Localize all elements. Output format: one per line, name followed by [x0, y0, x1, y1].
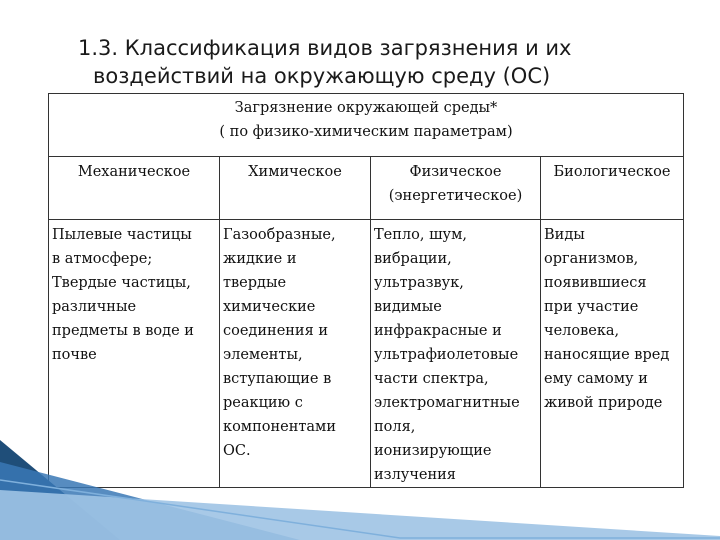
category-row — [49, 157, 684, 220]
title-line-1: 1.3. Классификация видов загрязнения и их — [78, 36, 572, 60]
description-line: излучения — [374, 467, 456, 483]
category-sublabel: (энергетическое) — [388, 188, 523, 204]
category-label: Химическое — [248, 164, 342, 180]
description-line: части спектра, — [374, 371, 489, 387]
description-line: элементы, — [223, 347, 303, 363]
description-line: ему самому и — [544, 371, 648, 387]
description-line: человека, — [544, 323, 620, 339]
description-line: различные — [52, 299, 137, 315]
description-line: химические — [223, 299, 316, 315]
description-line: появившиеся — [544, 275, 647, 291]
description-line: Твердые частицы, — [52, 275, 191, 291]
description-line: поля, — [374, 419, 416, 435]
description-line: реакцию с — [223, 395, 303, 411]
category-label: Физическое — [409, 164, 502, 180]
category-label: Механическое — [77, 164, 191, 180]
description-line: жидкие и — [223, 251, 297, 267]
table-header-title: Загрязнение окружающей среды* — [234, 100, 498, 116]
description-line: ультразвук, — [374, 275, 464, 291]
category-label: Биологическое — [553, 164, 671, 180]
description-line: твердые — [223, 275, 287, 291]
description-line: ультрафиолетовые — [374, 347, 519, 363]
description-line: почве — [52, 347, 97, 363]
description-line: Виды — [544, 227, 585, 243]
description-line: инфракрасные и — [374, 323, 502, 339]
decorative-swoosh — [0, 420, 720, 540]
category-mechanical — [49, 157, 220, 220]
description-line: наносящие вред — [544, 347, 670, 363]
category-physical — [371, 157, 541, 220]
description-line: ОС. — [223, 443, 251, 459]
description-line: видимые — [374, 299, 442, 315]
description-line: живой природе — [544, 395, 663, 411]
description-line: вибрации, — [374, 251, 452, 267]
description-line: организмов, — [544, 251, 639, 267]
category-chemical — [220, 157, 371, 220]
description-line: в атмосфере; — [52, 251, 153, 267]
description-line: ионизирующие — [374, 443, 492, 459]
table-main-header — [49, 94, 684, 157]
category-biological — [541, 157, 684, 220]
table-header-row — [49, 94, 684, 157]
description-line: при участие — [544, 299, 639, 315]
description-line: компонентами — [223, 419, 336, 435]
slide-title — [78, 34, 678, 90]
description-line: Тепло, шум, — [374, 227, 467, 243]
description-line: соединения и — [223, 323, 329, 339]
description-line: Газообразные, — [223, 227, 336, 243]
description-line: Пылевые частицы — [52, 227, 192, 243]
description-line: электромагнитные — [374, 395, 520, 411]
table-header-subtitle: ( по физико-химическим параметрам) — [219, 124, 513, 140]
title-line-2: воздействий на окружающую среду (ОС) — [93, 64, 551, 88]
description-line: вступающие в — [223, 371, 332, 387]
description-line: предметы в воде и — [52, 323, 194, 339]
